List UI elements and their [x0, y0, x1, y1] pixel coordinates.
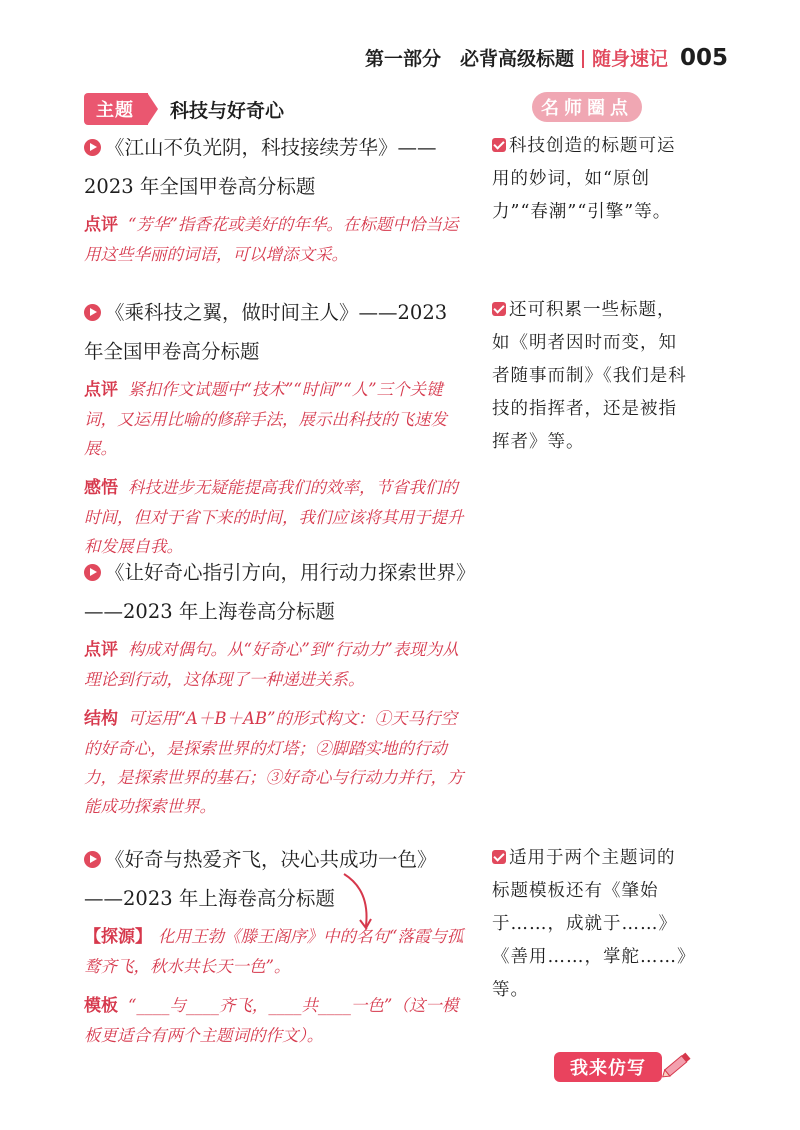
- comment-note: 点评 构成对偶句。从“好奇心”到“行动力”表现为从理论到行动，这体现了一种递进关系。: [84, 640, 459, 689]
- structure-note: 结构 可运用“A＋B＋AB”的形式构文：①天马行空的好奇心，是探索世界的灯塔；②脚踏实地的行动力，是探索世界的基石；③好奇心与行动力并行，方能成功探索世界。: [84, 709, 464, 816]
- headline-block-1: [84, 128, 466, 269]
- running-header: [365, 44, 728, 74]
- play-bullet-icon: [84, 851, 101, 868]
- play-bullet-icon: [84, 139, 101, 156]
- annotation-arrow-icon: [340, 872, 380, 932]
- headline-title: 《江山不负光阴，科技接续芳华》——2023 年全国甲卷高分标题: [84, 136, 437, 198]
- checkbox-icon: [492, 302, 506, 316]
- theme-tag-arrow: [148, 94, 158, 124]
- page-number: 005: [679, 45, 728, 71]
- checkbox-icon: [492, 138, 506, 152]
- headline-title: 《好奇与热爱齐飞，决心共成功一色》——2023 年上海卷高分标题: [84, 848, 437, 910]
- theme-tag: 主题: [84, 93, 148, 125]
- headline-block-4: [84, 840, 466, 1050]
- comment-note: 点评 紧扣作文试题中“技术”“时间”“人”三个关键词，又运用比喻的修辞手法，展示出科技的飞速发展。: [84, 380, 447, 458]
- side-note-1: 科技创造的标题可运用的妙词，如“原创力”“春潮”“引擎”等。: [492, 136, 676, 222]
- section-title: 第一部分 必背高级标题: [364, 48, 574, 70]
- side-column-heading: 名师圈点: [532, 92, 642, 122]
- header-divider: [582, 50, 584, 68]
- headline-title: 《乘科技之翼，做时间主人》——2023 年全国甲卷高分标题: [84, 301, 448, 363]
- play-bullet-icon: [84, 304, 101, 321]
- side-note-3: 适用于两个主题词的标题模板还有《肇始于……，成就于……》《善用……，掌舵……》等。: [492, 848, 687, 1000]
- reflection-note: 感悟 科技进步无疑能提高我们的效率，节省我们的时间，但对于省下来的时间，我们应该将其用于提升和发展自我。: [84, 478, 464, 556]
- play-bullet-icon: [84, 564, 101, 581]
- headline-block-2: [84, 293, 466, 561]
- headline-block-3: [84, 553, 466, 821]
- headline-title: 《让好奇心指引方向，用行动力探索世界》——2023 年上海卷高分标题: [84, 561, 466, 623]
- section-subtitle: 随身速记: [591, 48, 668, 70]
- side-note-2: 还可积累一些标题，如《明者因时而变，知者随事而制》《我们是科技的指挥者，还是被指挥者》等。: [492, 300, 687, 452]
- theme-row: [84, 93, 284, 125]
- pencil-icon: [660, 1046, 696, 1082]
- imitate-button[interactable]: 我来仿写: [554, 1052, 662, 1082]
- checkbox-icon: [492, 850, 506, 864]
- template-note: 模板 “____与____齐飞，____共____一色”（这一模板更适合有两个主题词的作文）。: [84, 996, 459, 1045]
- theme-title: 科技与好奇心: [170, 99, 285, 122]
- comment-note: 点评 “芳华”指香花或美好的年华。在标题中恰当运用这些华丽的词语，可以增添文采。: [84, 215, 459, 264]
- source-note: 【探源】 化用王勃《滕王阁序》中的名句“落霞与孤鹜齐飞，秋水共长天一色”。: [84, 927, 464, 976]
